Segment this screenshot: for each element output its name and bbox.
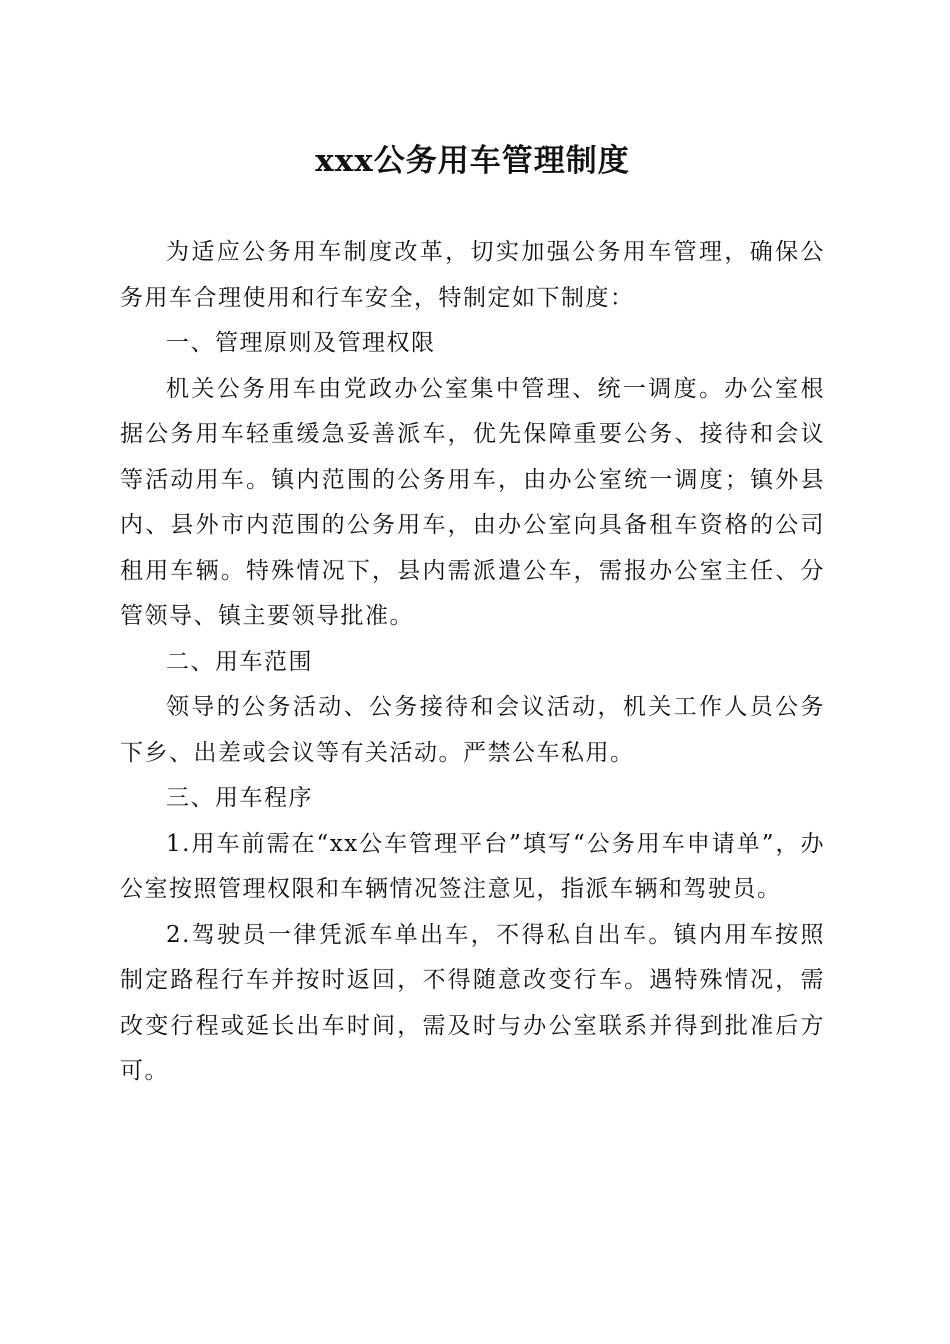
- document-title: xxx公务用车管理制度: [315, 143, 630, 179]
- section-heading: 一、管理原则及管理权限: [166, 330, 436, 356]
- section-paragraph: 2.驾驶员一律凭派车单出车，不得私自出车。镇内用车按照制定路程行车并按时返回，不得随意改变行车。遇特殊情况，需改变行程或延长出车时间，需及时与办公室联系并得到批准后方可。: [120, 921, 825, 1084]
- section-paragraph: 1.用车前需在“xx公车管理平台”填写“公务用车申请单”，办公室按照管理权限和车辆情况签注意见，指派车辆和驾驶员。: [120, 830, 825, 902]
- section-heading: 三、用车程序: [166, 785, 313, 811]
- section-paragraph: 领导的公务活动、公务接待和会议活动，机关工作人员公务下乡、出差或会议等有关活动。严禁公车私用。: [120, 694, 825, 766]
- section-paragraph: 机关公务用车由党政办公室集中管理、统一调度。办公室根据公务用车轻重缓急妥善派车，优先保障重要公务、接待和会议等活动用车。镇内范围的公务用车，由办公室统一调度；镇外县内、县外市内范围的公务用车，由办公室向具备租车资格的公司租用车辆。特殊情况下，县内需派遣公车，需报办公室主任、分管领导、镇主要领导批准。: [120, 375, 825, 629]
- intro-paragraph: 为适应公务用车制度改革，切实加强公务用车管理，确保公务用车合理使用和行车安全，特制定如下制度：: [120, 239, 825, 311]
- document-body: [120, 230, 825, 1095]
- section-heading: 二、用车范围: [166, 648, 313, 675]
- section-management: [120, 321, 825, 640]
- section-procedure: [120, 776, 825, 1095]
- section-scope: [120, 640, 825, 777]
